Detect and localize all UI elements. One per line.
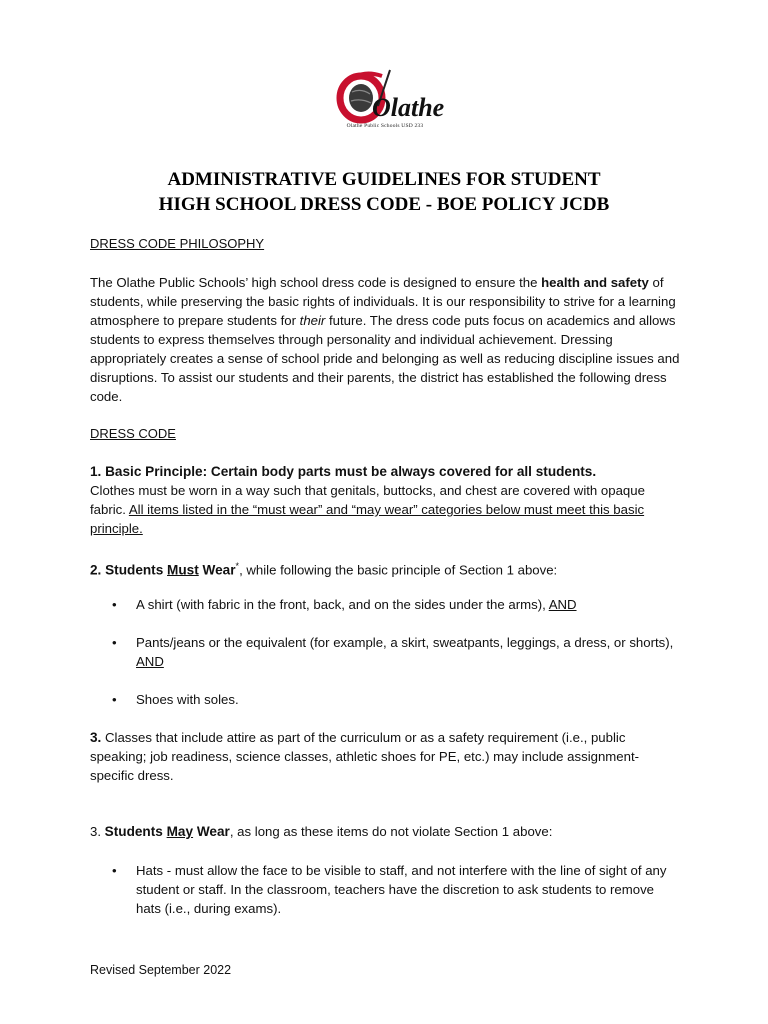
bullet-text bbox=[136, 690, 681, 709]
olathe-logo bbox=[334, 66, 445, 134]
section-1-body bbox=[90, 481, 680, 538]
document-title-line-1: ADMINISTRATIVE GUIDELINES FOR STUDENT bbox=[167, 169, 601, 190]
section-2-asterisk: * bbox=[235, 561, 240, 571]
bullet-icon: • bbox=[112, 635, 117, 650]
philosophy-text-c: future. The dress code puts focus on academics and allows students to express themselves through personality and individual achievement. Dressing appropriately creates a sense of school pride and belonging as well as reducing discipline issues and disruptions. To assist our students and their parents, the district has established the following dress code. bbox=[90, 313, 680, 404]
section-3b-heading bbox=[90, 822, 680, 841]
section-3b-lead-b: Wear bbox=[193, 824, 230, 839]
philosophy-bold-health-safety: health and safety bbox=[541, 275, 649, 290]
svg-text:Olathe: Olathe bbox=[372, 93, 445, 122]
bullet-text bbox=[136, 595, 681, 614]
document-title-line-2: HIGH SCHOOL DRESS CODE - BOE POLICY JCDB bbox=[158, 194, 610, 215]
section-3b-number: 3. bbox=[90, 824, 105, 839]
bullet-icon: • bbox=[112, 692, 117, 707]
bullet-text bbox=[136, 633, 681, 671]
philosophy-text-a: The Olathe Public Schools’ high school dress code is designed to ensure the bbox=[90, 275, 542, 290]
section-2-rest: , while following the basic principle of Section 1 above: bbox=[239, 562, 558, 578]
section-3b-may: May bbox=[166, 824, 194, 839]
philosophy-italic-their: their bbox=[299, 313, 326, 328]
revised-date: Revised September 2022 bbox=[90, 963, 232, 977]
section-2-lead-a: 2. Students bbox=[90, 562, 168, 578]
bullet-text bbox=[136, 861, 681, 918]
bullet-and: AND bbox=[136, 654, 164, 669]
section-1-text: Clothes must be worn in a way such that genitals, buttocks, and chest are covered with opaque fabric. bbox=[90, 483, 645, 517]
philosophy-text-b: of students, while preserving the basic rights of individuals. It is our responsibility to strive for a learning atmosphere to prepare students for bbox=[90, 275, 676, 328]
bullet-text-main: A shirt (with fabric in the front, back, and on the sides under the arms), bbox=[136, 597, 549, 612]
bullet-icon: • bbox=[112, 863, 117, 878]
section-3b-rest: , as long as these items do not violate Section 1 above: bbox=[229, 824, 553, 839]
section-1 bbox=[90, 462, 680, 538]
section-3a bbox=[90, 728, 680, 785]
logo-subtitle: Olathe Public Schools USD 233 bbox=[346, 123, 424, 129]
section-3a-number: 3. bbox=[90, 730, 102, 745]
bullet-and: AND bbox=[548, 597, 577, 612]
section-2-must: Must bbox=[167, 562, 199, 578]
section-3b-lead-a: Students bbox=[104, 824, 167, 839]
dress-code-heading: DRESS CODE bbox=[90, 426, 176, 441]
philosophy-paragraph bbox=[90, 273, 680, 406]
bullet-text-main: Pants/jeans or the equivalent (for example, a skirt, sweatpants, leggings, a dress, or shorts), bbox=[136, 635, 674, 650]
section-2-lead-b: Wear bbox=[198, 562, 236, 578]
bullet-text-main: Shoes with soles. bbox=[136, 692, 239, 707]
section-3a-text: Classes that include attire as part of the curriculum or as a safety requirement (i.e., public speaking; job readiness, science classes, athletic shoes for PE, etc.) may include assignment-specific dress. bbox=[90, 730, 640, 783]
section-2-heading bbox=[90, 557, 680, 579]
olathe-logo-icon bbox=[334, 66, 445, 124]
section-1-title: 1. Basic Principle: Certain body parts must be always covered for all students. bbox=[90, 464, 597, 479]
philosophy-heading: DRESS CODE PHILOSOPHY bbox=[90, 236, 265, 251]
bullet-text-main: Hats - must allow the face to be visible to staff, and not interfere with the line of sight of any student or staff. In the classroom, teachers have the discretion to ask students to remove hats (i.e., during exams). bbox=[136, 863, 667, 916]
bullet-icon: • bbox=[112, 597, 117, 612]
section-1-underlined: All items listed in the “must wear” and “may wear” categories below must meet this basic principle. bbox=[90, 502, 645, 536]
